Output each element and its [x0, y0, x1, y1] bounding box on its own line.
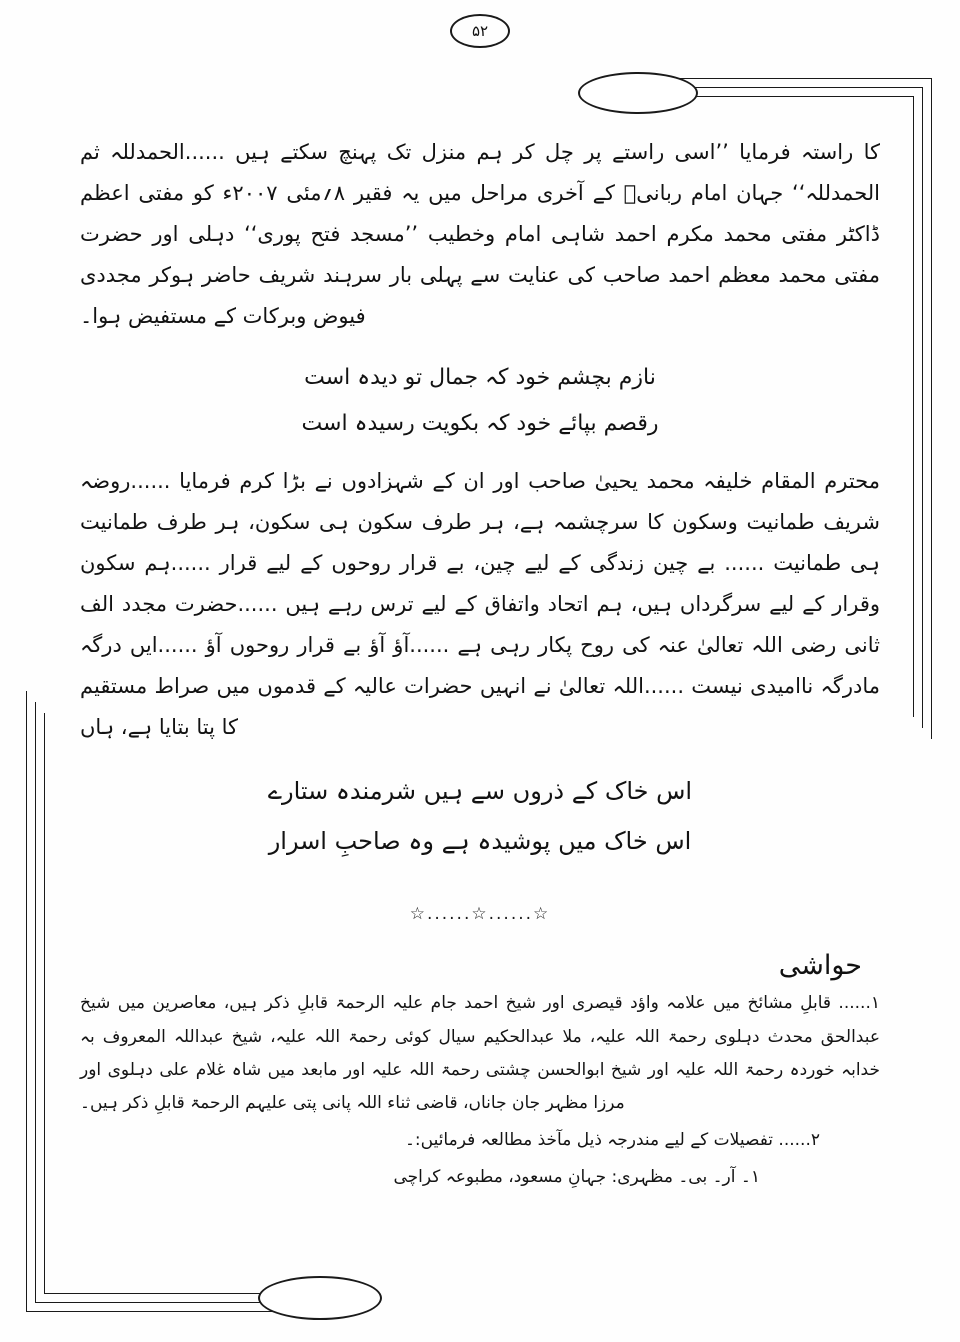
- footnote-item: ۱۔ آر۔ بی۔ مظہری: جہانِ مسعود، مطبوعہ کراچی: [393, 1167, 760, 1188]
- section-divider: ☆......☆......☆: [409, 904, 551, 925]
- decorative-ellipse-bottom: [258, 1276, 382, 1320]
- verse-line: اس خاک کے ذروں سے ہیں شرمندہ ستارے: [267, 776, 693, 805]
- paragraph-first: کا راستہ فرمایا ’’اسی راستے پر چل کر ہم منزل تک پہنچ سکتے ہیں ......الحمدللہ ثم الحمدللہ‘‘ جہان امام ربانیؒ کے آخری مراحل میں یہ فقیر ۸؍مئی ۲۰۰۷ء کو مفتی اعظم ڈاکٹر مفتی محمد مکرم احمد شاہی امام وخطیب ’’مسجد فتح پوری‘‘ دہلی اور حضرت مفتی محمد معظم احمد صاحب کی عنایت سے پہلی بار سرہند شریف حاضر ہوکر مجددی فیوض وبرکات کے مستفیض ہوا۔: [80, 140, 880, 328]
- document-body: [80, 132, 880, 1198]
- footnote-item: ۲...... تفصیلات کے لیے مندرجہ ذیل مآخذ مطالعہ فرمائیں:۔: [404, 1129, 820, 1150]
- footnote-item: ۱...... قابلِ مشائخ میں علامہ واؤد قیصری اور شیخ احمد جام علیہ الرحمۃ قابلِ ذکر ہیں، معاصرین میں شیخ عبدالحق محدث دہلوی رحمۃ اللہ علیہ، ملا عبدالحکیم سیال کوئی رحمۃ اللہ علیہ، شیخ عبداللہ المعروف بہ خدابہ خوردہ رحمۃ اللہ علیہ اور شیخ ابوالحسن چشتی رحمۃ اللہ علیہ اور مابعد میں شاہ غلام علی دہلوی اور مرزا مظہر جان جاناں، قاضی ثناء اللہ پانی پتی علیہم الرحمۃ قابلِ ذکر ہیں۔: [80, 993, 880, 1113]
- verse-line: اس خاک میں پوشیدہ ہے وہ صاحبِ اسرار: [268, 827, 692, 856]
- decorative-ellipse-top: [578, 72, 698, 114]
- verse-persian: [80, 355, 880, 447]
- verse-line: رقصم بپائے خود کہ بکویت رسیدہ است: [301, 410, 659, 436]
- paragraph-second: محترم المقام خلیفہ محمد یحییٰ صاحب اور ان کے شہزادوں نے بڑا کرم فرمایا ......روضہ شریف طمانیت وسکون کا سرچشمہ ہے، ہر طرف سکون ہی سکون، ہر طرف طمانیت ہی طمانیت ...... بے چین زندگی کے لیے چین، بے قرار روحوں کے لیے قرار ......ہم سکون وقرار کے لیے سرگرداں ہیں، ہم اتحاد واتفاق کے لیے ترس رہے ہیں ......حضرت مجدد الف ثانی رضی اللہ تعالیٰ عنہ کی روح پکار رہی ہے ......آؤ آؤ بے قرار روحوں آؤ ......ایں درگہ مادرگہ ناامیدی نیست ......اللہ تعالیٰ نے انہیں حضرات عالیہ کے قدموں میں صراط مستقیم کا پتا بتایا ہے، ہاں: [80, 469, 880, 739]
- verse-urdu: [80, 766, 880, 867]
- notes-heading: حواشی: [778, 950, 862, 982]
- page-number: ۵۲: [450, 14, 510, 48]
- verse-line: نازم بچشم خود کہ جمال تو دیدہ است: [304, 364, 656, 390]
